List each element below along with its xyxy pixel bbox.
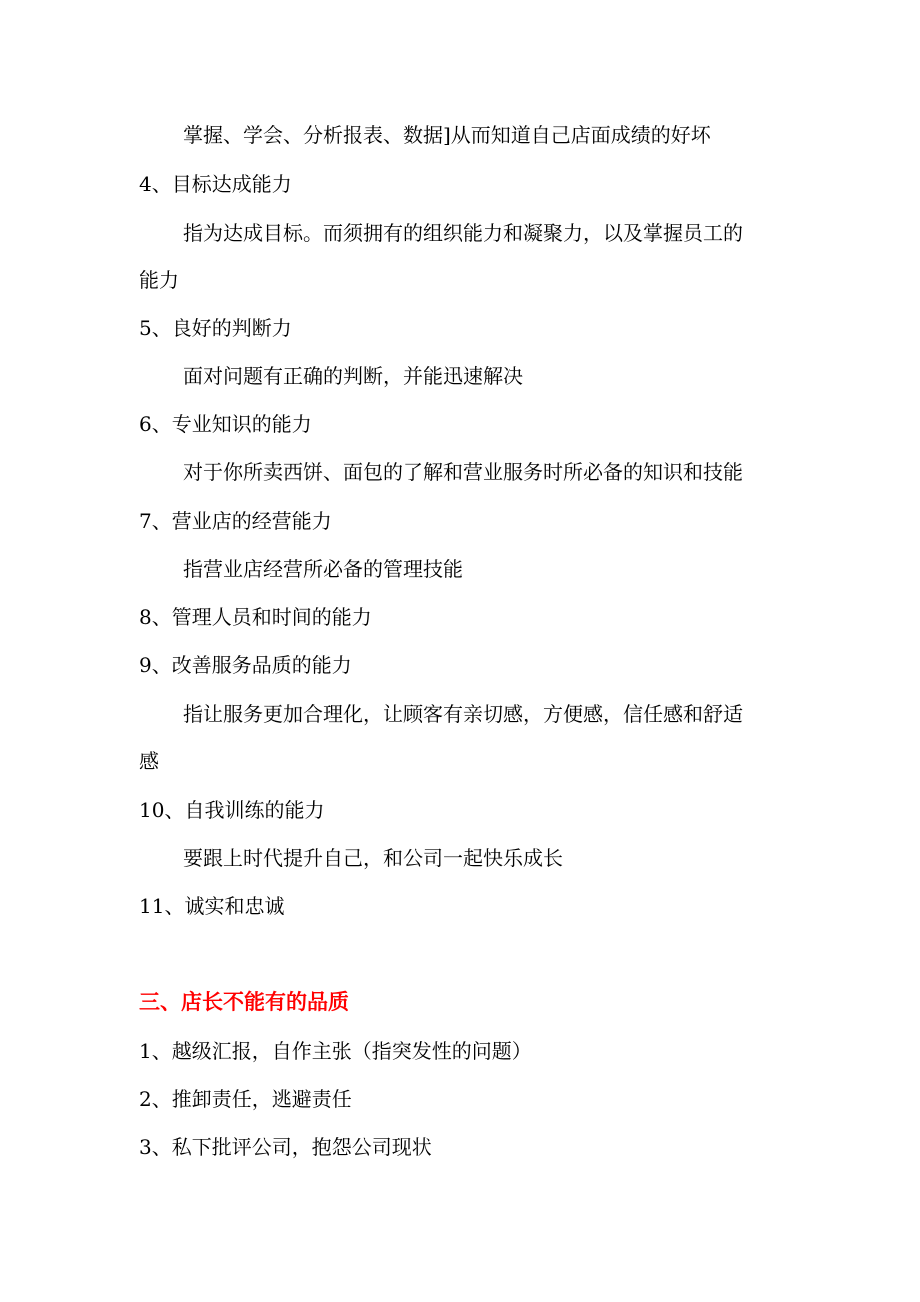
list-item-10: 10、自我训练的能力 — [139, 798, 325, 822]
list-item-3: 3、私下批评公司，抱怨公司现状 — [139, 1135, 432, 1159]
list-item-6: 6、专业知识的能力 — [139, 412, 312, 436]
paragraph-line: 指为达成目标。而须拥有的组织能力和凝聚力，以及掌握员工的 — [183, 221, 743, 245]
list-item-2: 2、推卸责任，逃避责任 — [139, 1087, 352, 1111]
paragraph-line-continued: 感 — [139, 749, 159, 773]
paragraph-line: 指营业店经营所必备的管理技能 — [183, 557, 463, 581]
paragraph-line: 掌握、学会、分析报表、数据]从而知道自己店面成绩的好坏 — [183, 123, 711, 147]
section-heading: 三、店长不能有的品质 — [139, 989, 349, 1014]
list-item-7: 7、营业店的经营能力 — [139, 509, 332, 533]
list-item-1: 1、越级汇报，自作主张（指突发性的问题） — [139, 1039, 532, 1063]
list-item-4: 4、目标达成能力 — [139, 172, 292, 196]
paragraph-line: 对于你所卖西饼、面包的了解和营业服务时所必备的知识和技能 — [183, 460, 743, 484]
paragraph-line: 指让服务更加合理化，让顾客有亲切感，方便感，信任感和舒适 — [183, 702, 743, 726]
list-item-9: 9、改善服务品质的能力 — [139, 653, 352, 677]
list-item-11: 11、诚实和忠诚 — [139, 894, 285, 918]
paragraph-line-continued: 能力 — [139, 268, 179, 292]
paragraph-line: 面对问题有正确的判断，并能迅速解决 — [183, 364, 523, 388]
paragraph-line: 要跟上时代提升自己，和公司一起快乐成长 — [183, 846, 563, 870]
list-item-5: 5、良好的判断力 — [139, 316, 292, 340]
list-item-8: 8、管理人员和时间的能力 — [139, 605, 372, 629]
